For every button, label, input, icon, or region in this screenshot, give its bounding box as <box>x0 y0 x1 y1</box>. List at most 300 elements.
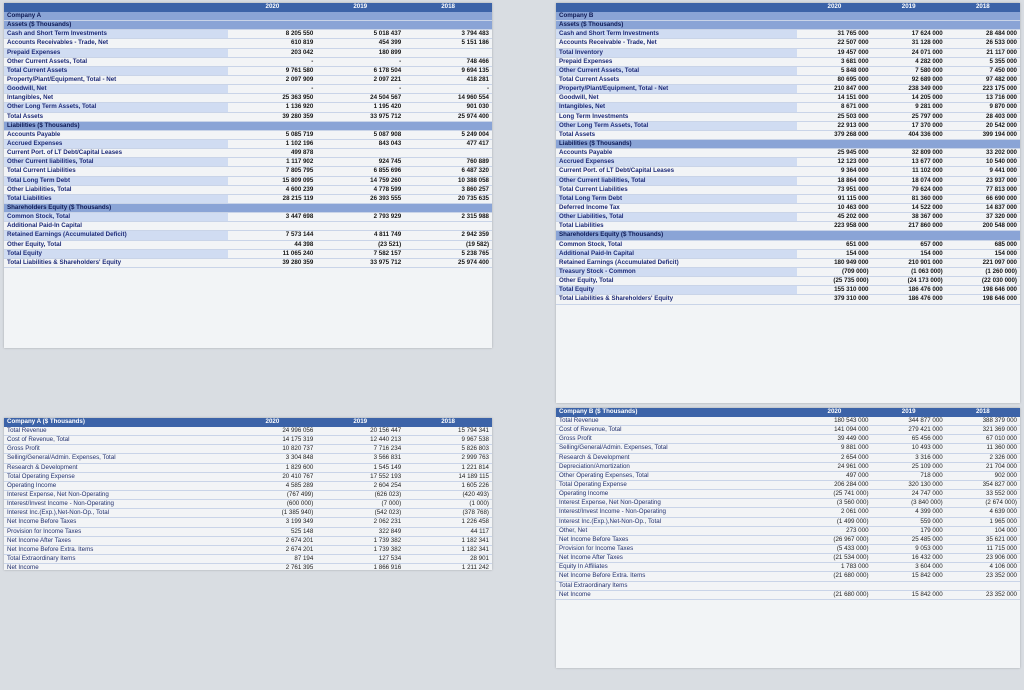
table-row <box>556 554 1020 563</box>
table-row <box>4 490 492 499</box>
row-value: 5 238 765 <box>404 249 492 258</box>
row-value: 7 450 000 <box>946 66 1020 75</box>
row-value: 23 352 000 <box>946 572 1020 581</box>
row-label: Retained Earnings (Accumulated Deficit) <box>556 258 797 267</box>
row-value <box>316 222 404 231</box>
table-row <box>556 517 1020 526</box>
row-value: 15 842 000 <box>872 572 946 581</box>
row-label: Interest Inc.(Exp.),Net-Non-Op., Total <box>556 517 797 526</box>
row-value: (1 499 000) <box>797 517 871 526</box>
row-value: 901 030 <box>404 103 492 112</box>
row-value: 1 182 341 <box>404 545 492 554</box>
row-value: 10 493 000 <box>872 444 946 453</box>
row-value: (21 534 000) <box>797 554 871 563</box>
row-label: Common Stock, Total <box>556 240 797 249</box>
table-row <box>556 39 1020 48</box>
table-row <box>556 544 1020 553</box>
row-value: 66 690 000 <box>946 194 1020 203</box>
table-row <box>4 500 492 509</box>
row-value: 31 765 000 <box>797 30 871 39</box>
table-row <box>4 445 492 454</box>
row-value: 127 534 <box>316 554 404 563</box>
row-label: Liabilities ($ Thousands) <box>556 139 797 148</box>
row-label: Common Stock, Total <box>4 213 228 222</box>
row-value: 221 097 000 <box>946 258 1020 267</box>
row-value: 10 463 000 <box>797 203 871 212</box>
row-label: Accounts Payable <box>4 130 228 139</box>
section-header-row <box>4 203 492 212</box>
row-value: 65 456 000 <box>872 435 946 444</box>
table-row <box>556 444 1020 453</box>
table-row <box>4 149 492 158</box>
row-value: 179 000 <box>872 526 946 535</box>
row-value: 1 182 341 <box>404 536 492 545</box>
row-value: 9 441 000 <box>946 167 1020 176</box>
row-value: 5 826 803 <box>404 445 492 454</box>
row-value <box>228 121 316 130</box>
row-value: 2 654 000 <box>797 453 871 462</box>
row-label: Net Income Before Taxes <box>4 518 228 527</box>
row-value <box>404 149 492 158</box>
row-value: 10 388 058 <box>404 176 492 185</box>
row-label: Other Equity, Total <box>556 277 797 286</box>
row-value: 4 639 000 <box>946 508 1020 517</box>
row-label: Other Current Assets, Total <box>4 57 228 66</box>
row-label: Total Liabilities & Shareholders' Equity <box>4 258 228 267</box>
row-value: 24 996 056 <box>228 427 316 436</box>
row-value: 79 624 000 <box>872 185 946 194</box>
row-value: 1 739 382 <box>316 536 404 545</box>
balance-sheet-company-b-panel <box>556 3 1020 403</box>
table-row <box>4 213 492 222</box>
table-row <box>4 222 492 231</box>
row-value: 279 421 000 <box>872 426 946 435</box>
table-row <box>556 535 1020 544</box>
row-value: 9 364 000 <box>797 167 871 176</box>
row-label: Net Income Before Taxes <box>556 535 797 544</box>
row-value: 198 646 000 <box>946 295 1020 304</box>
row-value: 28 901 <box>404 554 492 563</box>
table-row <box>556 149 1020 158</box>
row-value: 11 715 000 <box>946 544 1020 553</box>
row-value: 28 484 000 <box>946 30 1020 39</box>
table-row <box>556 112 1020 121</box>
table-row <box>4 509 492 518</box>
row-value: 2 674 201 <box>228 545 316 554</box>
row-label: Current Port. of LT Debt/Capital Leases <box>4 149 228 158</box>
table-row <box>556 526 1020 535</box>
row-value: 81 360 000 <box>872 194 946 203</box>
row-label: Interest/Invest Income - Non-Operating <box>4 500 228 509</box>
row-value: 7 582 157 <box>316 249 404 258</box>
row-label: Total Revenue <box>4 427 228 436</box>
row-value: (600 000) <box>228 500 316 509</box>
table-row <box>556 130 1020 139</box>
row-value: 238 349 000 <box>872 85 946 94</box>
year-header-cell: 2020 <box>797 408 871 417</box>
row-label: Intangibles, Net <box>556 103 797 112</box>
table-row <box>556 267 1020 276</box>
row-value: 5 848 000 <box>797 66 871 75</box>
row-value: 3 199 349 <box>228 518 316 527</box>
row-label: Other Liabilities, Total <box>556 213 797 222</box>
table-title-cell <box>556 3 797 12</box>
table-title-cell: Company A ($ Thousands) <box>4 418 228 427</box>
row-value: 23 906 000 <box>946 554 1020 563</box>
row-value: 14 151 000 <box>797 94 871 103</box>
row-value: 1 739 382 <box>316 545 404 554</box>
year-header-cell: 2018 <box>404 3 492 12</box>
row-value: 39 280 359 <box>228 112 316 121</box>
row-value: 5 355 000 <box>946 57 1020 66</box>
row-value: 210 901 000 <box>872 258 946 267</box>
row-value: 17 370 000 <box>872 121 946 130</box>
row-value: - <box>228 57 316 66</box>
table-row <box>556 103 1020 112</box>
year-header-cell: 2018 <box>404 418 492 427</box>
row-value: 24 504 567 <box>316 94 404 103</box>
row-value: 210 847 000 <box>797 85 871 94</box>
row-label: Shareholders Equity ($ Thousands) <box>556 231 797 240</box>
row-label: Cost of Revenue, Total <box>556 426 797 435</box>
row-value: 8 671 000 <box>797 103 871 112</box>
row-label: Total Long Term Debt <box>4 176 228 185</box>
row-value: 22 913 000 <box>797 121 871 130</box>
row-value: 924 745 <box>316 158 404 167</box>
row-value: 1 117 902 <box>228 158 316 167</box>
row-value: 97 482 000 <box>946 75 1020 84</box>
table-row <box>556 75 1020 84</box>
row-value: 18 074 000 <box>872 176 946 185</box>
row-value: 15 809 095 <box>228 176 316 185</box>
row-value: 20 410 767 <box>228 472 316 481</box>
row-value <box>228 222 316 231</box>
row-value: 685 000 <box>946 240 1020 249</box>
row-label: Total Extraordinary Items <box>4 554 228 563</box>
row-value <box>797 231 871 240</box>
row-value: 1 965 000 <box>946 517 1020 526</box>
row-label: Cash and Short Term Investments <box>556 30 797 39</box>
row-label: Total Equity <box>4 249 228 258</box>
row-value: 3 794 483 <box>404 30 492 39</box>
row-value: 9 694 135 <box>404 66 492 75</box>
row-value: 25 485 000 <box>872 535 946 544</box>
row-value: 3 566 831 <box>316 454 404 463</box>
row-value: 6 178 504 <box>316 66 404 75</box>
row-label: Total Revenue <box>556 417 797 426</box>
table-row <box>4 436 492 445</box>
row-value <box>797 12 871 21</box>
row-label: Total Inventory <box>556 48 797 57</box>
table-row <box>4 536 492 545</box>
table-row <box>556 194 1020 203</box>
row-label: Total Long Term Debt <box>556 194 797 203</box>
row-value: 217 860 000 <box>872 222 946 231</box>
row-value: 843 043 <box>316 139 404 148</box>
row-value: 12 440 213 <box>316 436 404 445</box>
row-value: 1 136 920 <box>228 103 316 112</box>
table-row <box>556 258 1020 267</box>
table-row <box>556 277 1020 286</box>
row-label: Total Assets <box>556 130 797 139</box>
table-row <box>556 581 1020 590</box>
row-value: 21 704 000 <box>946 462 1020 471</box>
table-row <box>556 480 1020 489</box>
row-value: 11 360 000 <box>946 444 1020 453</box>
row-value <box>404 48 492 57</box>
row-value: 1 605 226 <box>404 481 492 490</box>
table-row <box>556 572 1020 581</box>
table-row <box>556 508 1020 517</box>
row-value: 379 310 000 <box>797 295 871 304</box>
row-label: Additional Paid-In Capital <box>4 222 228 231</box>
table-row <box>556 167 1020 176</box>
section-header-row <box>4 21 492 30</box>
row-value: 2 062 231 <box>316 518 404 527</box>
table-row <box>4 564 492 570</box>
row-value: 3 316 000 <box>872 453 946 462</box>
row-label: Depreciation/Amortization <box>556 462 797 471</box>
table-row <box>556 66 1020 75</box>
row-label: Operating Income <box>4 481 228 490</box>
row-value: 44 117 <box>404 527 492 536</box>
row-label: Net Income <box>4 564 228 570</box>
table-row <box>556 48 1020 57</box>
row-value: 9 870 000 <box>946 103 1020 112</box>
table-row <box>4 194 492 203</box>
row-label: Other Current Assets, Total <box>556 66 797 75</box>
row-value <box>946 231 1020 240</box>
row-value: 2 793 929 <box>316 213 404 222</box>
row-value: 28 215 119 <box>228 194 316 203</box>
table-row <box>4 527 492 536</box>
row-value: 92 689 000 <box>872 75 946 84</box>
row-value: 4 282 000 <box>872 57 946 66</box>
table-title-cell: Company B ($ Thousands) <box>556 408 797 417</box>
row-value: 154 000 <box>946 249 1020 258</box>
row-value: (1 385 940) <box>228 509 316 518</box>
row-value: 2 674 201 <box>228 536 316 545</box>
table-row <box>4 240 492 249</box>
row-value: 7 573 144 <box>228 231 316 240</box>
row-label: Accounts Receivable - Trade, Net <box>556 39 797 48</box>
income-statement-company-a-panel <box>4 418 492 570</box>
row-label: Accrued Expenses <box>4 139 228 148</box>
row-value <box>797 21 871 30</box>
row-label: Net Income <box>556 590 797 599</box>
row-label: Accounts Payable <box>556 149 797 158</box>
row-value: 399 194 000 <box>946 130 1020 139</box>
row-label: Other Current liabilities, Total <box>556 176 797 185</box>
row-value: 22 507 000 <box>797 39 871 48</box>
row-value: (19 582) <box>404 240 492 249</box>
row-label: Total Current Liabilities <box>556 185 797 194</box>
table-row <box>556 417 1020 426</box>
row-value: 87 194 <box>228 554 316 563</box>
row-value: 5 085 719 <box>228 130 316 139</box>
row-value: 186 476 000 <box>872 286 946 295</box>
row-value: 4 106 000 <box>946 563 1020 572</box>
section-header-row <box>556 139 1020 148</box>
row-value <box>404 12 492 21</box>
row-label: Treasury Stock - Common <box>556 267 797 276</box>
table-row <box>556 462 1020 471</box>
row-value: 610 819 <box>228 39 316 48</box>
row-value: 5 249 004 <box>404 130 492 139</box>
row-value: 902 000 <box>946 471 1020 480</box>
row-value: (23 521) <box>316 240 404 249</box>
row-label: Total Operating Expense <box>4 472 228 481</box>
table-row <box>556 185 1020 194</box>
row-value: 1 545 149 <box>316 463 404 472</box>
balance-sheet-company-a-panel <box>4 3 492 348</box>
row-value: 2 061 000 <box>797 508 871 517</box>
table-row <box>556 121 1020 130</box>
row-value: 77 813 000 <box>946 185 1020 194</box>
row-value: 198 646 000 <box>946 286 1020 295</box>
row-label: Other Long Term Assets, Total <box>556 121 797 130</box>
row-value <box>228 21 316 30</box>
row-value <box>228 12 316 21</box>
row-value: 418 281 <box>404 75 492 84</box>
row-value: 33 552 000 <box>946 490 1020 499</box>
table-row <box>556 94 1020 103</box>
table-row <box>556 499 1020 508</box>
row-value <box>404 203 492 212</box>
row-value: 9 967 538 <box>404 436 492 445</box>
row-label: Interest Expense, Net Non-Operating <box>4 490 228 499</box>
row-value: 73 951 000 <box>797 185 871 194</box>
row-label: Property/Plant/Equipment, Total - Net <box>556 85 797 94</box>
table-row <box>556 590 1020 599</box>
table-row <box>4 176 492 185</box>
row-value: 10 820 737 <box>228 445 316 454</box>
row-value: 25 974 400 <box>404 258 492 267</box>
row-value: (1 260 000) <box>946 267 1020 276</box>
row-value: (3 840 000) <box>872 499 946 508</box>
row-value: 180 543 000 <box>797 417 871 426</box>
table-row <box>556 426 1020 435</box>
row-value <box>228 203 316 212</box>
row-value: 17 552 193 <box>316 472 404 481</box>
table-header-row <box>4 3 492 12</box>
row-value: 13 716 000 <box>946 94 1020 103</box>
table-row <box>556 57 1020 66</box>
row-label: Operating Income <box>556 490 797 499</box>
table-row <box>4 66 492 75</box>
table-row <box>4 85 492 94</box>
table-row <box>556 158 1020 167</box>
row-value: 15 842 000 <box>872 590 946 599</box>
row-value: 273 000 <box>797 526 871 535</box>
row-value: 26 533 000 <box>946 39 1020 48</box>
row-label: Research & Development <box>556 453 797 462</box>
row-label: Additional Paid-In Capital <box>556 249 797 258</box>
row-label: Research & Development <box>4 463 228 472</box>
row-value: 4 399 000 <box>872 508 946 517</box>
row-label: Goodwill, Net <box>556 94 797 103</box>
section-header-row <box>4 12 492 21</box>
year-header-cell: 2019 <box>872 3 946 12</box>
table-row <box>4 518 492 527</box>
table-header-row <box>556 3 1020 12</box>
row-label: Total Liabilities <box>4 194 228 203</box>
table-row <box>4 94 492 103</box>
row-value: (25 735 000) <box>797 277 871 286</box>
row-value <box>316 203 404 212</box>
row-value: 454 399 <box>316 39 404 48</box>
section-header-row <box>556 231 1020 240</box>
row-value: 141 094 000 <box>797 426 871 435</box>
row-value: 12 123 000 <box>797 158 871 167</box>
table-row <box>556 85 1020 94</box>
row-value <box>872 581 946 590</box>
row-value: 223 958 000 <box>797 222 871 231</box>
row-label: Prepaid Expenses <box>556 57 797 66</box>
table-row <box>556 471 1020 480</box>
row-value: 354 827 000 <box>946 480 1020 489</box>
row-value: 39 280 359 <box>228 258 316 267</box>
row-label: Total Operating Expense <box>556 480 797 489</box>
row-label: Total Liabilities <box>556 222 797 231</box>
row-label: Current Port. of LT Debt/Capital Leases <box>556 167 797 176</box>
row-label: Assets ($ Thousands) <box>4 21 228 30</box>
row-value <box>316 12 404 21</box>
table-row <box>556 286 1020 295</box>
table-row <box>556 435 1020 444</box>
section-header-row <box>556 21 1020 30</box>
row-value: (5 433 000) <box>797 544 871 553</box>
row-value: 1 195 420 <box>316 103 404 112</box>
row-value <box>946 12 1020 21</box>
row-value: 5 151 186 <box>404 39 492 48</box>
row-value: 379 268 000 <box>797 130 871 139</box>
row-value: 4 600 239 <box>228 185 316 194</box>
table-row <box>4 112 492 121</box>
section-header-row <box>556 12 1020 21</box>
row-value: 25 503 000 <box>797 112 871 121</box>
row-value <box>946 139 1020 148</box>
row-value: 5 018 437 <box>316 30 404 39</box>
row-value: 651 000 <box>797 240 871 249</box>
row-label: Property/Plant/Equipment, Total - Net <box>4 75 228 84</box>
row-value: 25 363 950 <box>228 94 316 103</box>
row-label: Cash and Short Term Investments <box>4 30 228 39</box>
row-value: 17 624 000 <box>872 30 946 39</box>
row-value <box>316 21 404 30</box>
table-row <box>4 427 492 436</box>
row-label: Other Operating Expenses, Total <box>556 471 797 480</box>
row-value: 2 315 988 <box>404 213 492 222</box>
row-value: 19 457 000 <box>797 48 871 57</box>
row-value: 16 432 000 <box>872 554 946 563</box>
row-value: 2 097 909 <box>228 75 316 84</box>
row-label: Total Current Liabilities <box>4 167 228 176</box>
row-value: 477 417 <box>404 139 492 148</box>
row-value: 18 864 000 <box>797 176 871 185</box>
balance-sheet-company-b <box>556 3 1020 305</box>
row-value: 25 945 000 <box>797 149 871 158</box>
row-label: Total Equity <box>556 286 797 295</box>
row-value: 45 202 000 <box>797 213 871 222</box>
row-value: 3 604 000 <box>872 563 946 572</box>
row-value: 20 156 447 <box>316 427 404 436</box>
table-row <box>556 213 1020 222</box>
row-label: Deferred Income Tax <box>556 203 797 212</box>
row-value: 344 877 000 <box>872 417 946 426</box>
row-value: 559 000 <box>872 517 946 526</box>
row-value: 1 221 814 <box>404 463 492 472</box>
